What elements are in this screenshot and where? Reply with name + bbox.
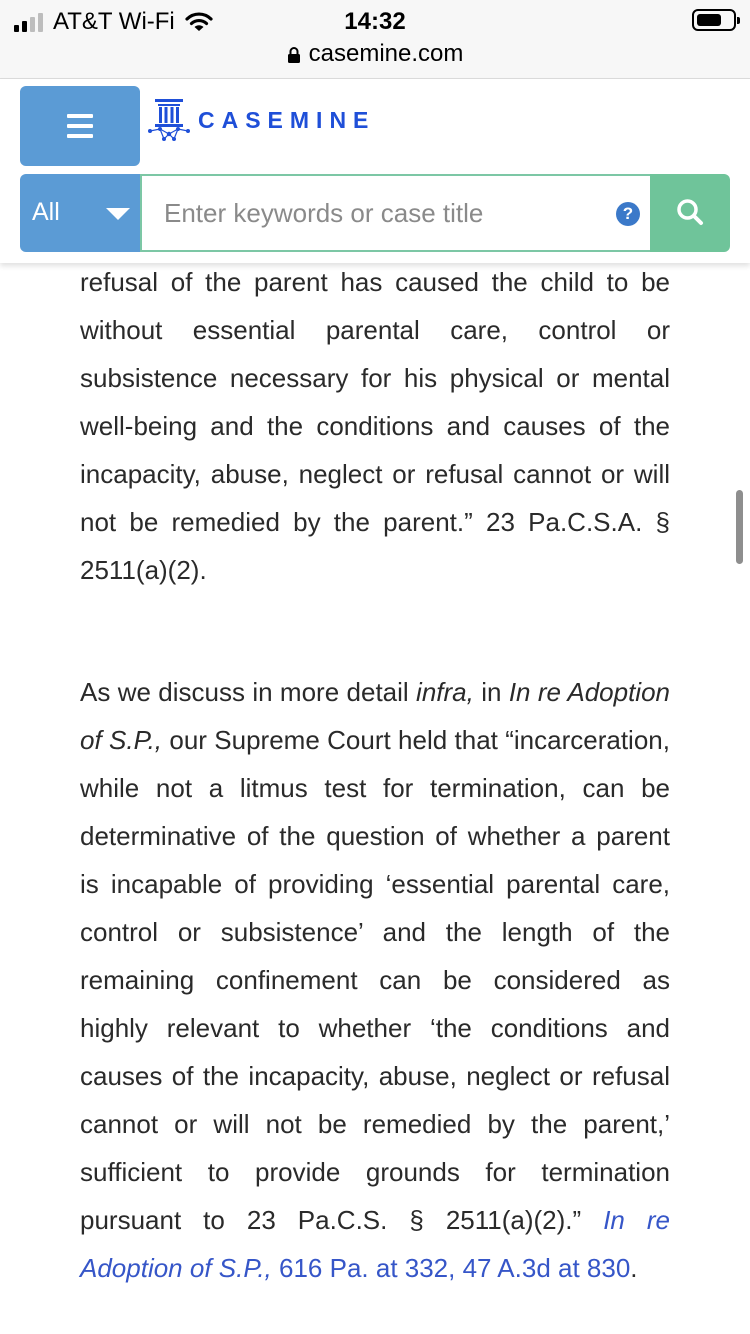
italic-text: infra, <box>416 677 474 707</box>
search-bar <box>20 174 730 252</box>
logo-text: CASEMINE <box>198 106 376 133</box>
battery-icon <box>692 9 736 31</box>
help-icon[interactable]: ? <box>616 202 640 226</box>
url-domain: casemine.com <box>308 40 464 67</box>
site-header <box>0 79 750 263</box>
logo-pillar-icon <box>146 97 192 143</box>
status-bar <box>0 0 750 40</box>
link-citation: 616 Pa. at 332, 47 A.3d at 830 <box>271 1253 631 1283</box>
lock-icon <box>287 46 301 64</box>
category-select[interactable] <box>20 174 140 252</box>
clock: 14:32 <box>344 8 406 35</box>
category-selected: All <box>32 198 60 226</box>
logo[interactable] <box>146 97 375 143</box>
article-body <box>80 258 670 1292</box>
scrollbar[interactable] <box>736 490 743 564</box>
paragraph-end: . <box>630 1253 638 1283</box>
carrier-label: AT&T Wi-Fi <box>53 8 175 35</box>
menu-button[interactable] <box>20 86 140 166</box>
paragraph-text: in <box>473 677 509 707</box>
paragraph-text: our Supreme Court held that “incarceration, while not a litmus test for termination, can be determinative of the question of whether a parent is incapable of providing ‘essential parental care, control or subsistence’ and the length of the remaining confinement can be considered as highly relevant to whether ‘the conditions and causes of the incapacity, abuse, neglect or refusal cannot or will not be remedied by the parent,’ sufficient to provide grounds for termination pursuant to 23 Pa.C.S. § 2511(a)(2).” <box>80 725 670 1235</box>
search-icon <box>675 197 705 227</box>
paragraph: refusal of the parent has caused the child to be without essential parental care, control or subsistence necessary for his physical or mental well-being and the conditions and causes of the incapacity, abuse, neglect or refusal cannot or will not be remedied by the parent.” 23 Pa.C.S.A. § 2511(a)(2). <box>80 267 670 585</box>
case-name: In re Adoption of S.P., <box>80 677 671 755</box>
search-input[interactable] <box>140 174 650 252</box>
chevron-down-icon <box>106 208 130 220</box>
paragraph <box>80 668 670 1292</box>
link-case-name: In re Adoption of S.P., <box>80 1205 670 1283</box>
search-button[interactable] <box>650 174 730 252</box>
paragraph-text: As we discuss in more detail <box>80 677 417 707</box>
address-bar[interactable] <box>0 40 750 79</box>
